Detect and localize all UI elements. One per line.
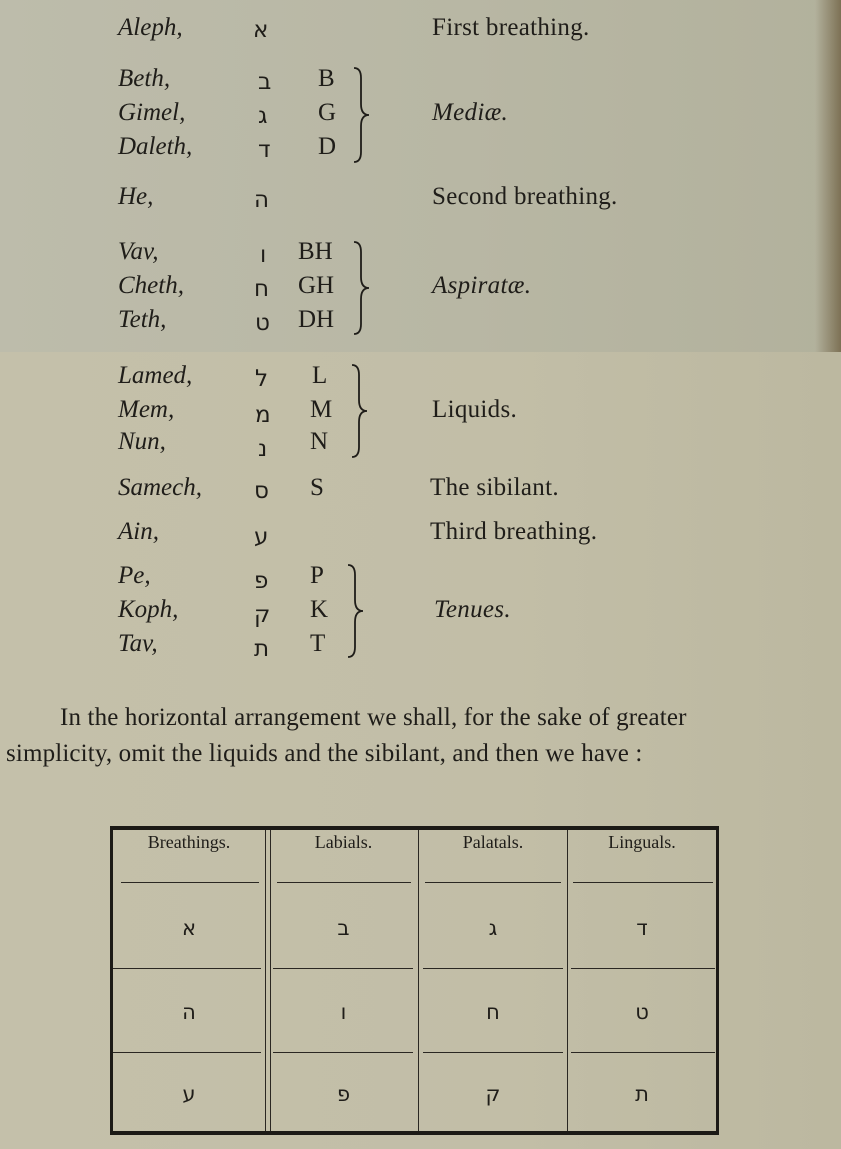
- latin-lamed: L: [312, 362, 328, 389]
- table-header-labials: Labials.: [314, 832, 373, 852]
- letter-name-he: He,: [118, 183, 154, 210]
- desc-first-breathing: First breathing.: [432, 14, 590, 41]
- table-cell: א: [181, 916, 197, 940]
- hebrew-daleth: ד: [258, 137, 271, 163]
- paragraph-line-1: In the horizontal arrangement we shall, for the sake of greater: [60, 704, 687, 731]
- table-header-palatals: Palatals.: [462, 832, 524, 852]
- hebrew-vav: ו: [260, 242, 267, 268]
- letter-name-mem: Mem,: [118, 396, 175, 423]
- latin-cheth: GH: [298, 272, 335, 299]
- table-cell: ד: [636, 916, 648, 940]
- latin-daleth: D: [318, 133, 337, 160]
- table-cell: ח: [486, 1000, 500, 1024]
- group-liquids: Liquids.: [432, 396, 518, 423]
- table-rule: [273, 968, 413, 969]
- table-rule: [573, 882, 713, 883]
- brace-tenues: [346, 563, 370, 659]
- letter-name-lamed: Lamed,: [118, 362, 193, 389]
- latin-beth: B: [318, 65, 335, 92]
- latin-nun: N: [310, 428, 329, 455]
- table-cell: ט: [635, 1000, 649, 1024]
- group-mediae: Mediæ.: [432, 99, 509, 126]
- table-rule: [113, 968, 261, 969]
- hebrew-letters-table: [110, 826, 719, 1135]
- hebrew-aleph: א: [253, 17, 269, 43]
- latin-vav: BH: [298, 238, 333, 265]
- hebrew-ain: ע: [254, 524, 269, 550]
- letter-name-daleth: Daleth,: [118, 133, 193, 160]
- hebrew-gimel: ג: [258, 103, 268, 129]
- group-aspiratae: Aspiratæ.: [432, 272, 532, 299]
- table-cell: ו: [340, 1000, 347, 1024]
- hebrew-cheth: ח: [254, 276, 270, 302]
- table-rule: [423, 968, 563, 969]
- letter-name-pe: Pe,: [118, 562, 151, 589]
- latin-samech: S: [310, 474, 324, 501]
- paragraph-line-2: simplicity, omit the liquids and the sibilant, and then we have :: [6, 740, 643, 767]
- letter-name-tav: Tav,: [118, 630, 158, 657]
- table-cell: ק: [485, 1082, 501, 1106]
- latin-koph: K: [310, 596, 329, 623]
- table-rule: [121, 882, 259, 883]
- letter-name-beth: Beth,: [118, 65, 171, 92]
- brace-mediae: [352, 66, 376, 164]
- letter-name-aleph: Aleph,: [118, 14, 183, 41]
- table-header-linguals: Linguals.: [608, 832, 676, 852]
- hebrew-koph: ק: [254, 602, 271, 628]
- letter-name-samech: Samech,: [118, 474, 202, 501]
- hebrew-mem: מ: [255, 402, 271, 428]
- hebrew-nun: נ: [258, 436, 268, 462]
- table-rule: [423, 1052, 563, 1053]
- table-cell: ת: [635, 1082, 649, 1106]
- table-rule: [571, 968, 715, 969]
- hebrew-teth: ט: [255, 310, 270, 336]
- hebrew-beth: ב: [258, 69, 272, 95]
- table-rule: [277, 882, 411, 883]
- hebrew-pe: פ: [254, 568, 269, 594]
- letter-name-vav: Vav,: [118, 238, 159, 265]
- letter-name-gimel: Gimel,: [118, 99, 186, 126]
- table-header-breathings: Breathings.: [147, 832, 231, 852]
- table-rule: [571, 1052, 715, 1053]
- table-cell: ה: [182, 1000, 196, 1024]
- desc-third-breathing: Third breathing.: [430, 518, 598, 545]
- table-cell: ב: [337, 916, 350, 940]
- letter-name-ain: Ain,: [118, 518, 159, 545]
- brace-aspiratae: [352, 240, 376, 336]
- latin-tav: T: [310, 630, 326, 657]
- table-rule: [273, 1052, 413, 1053]
- letter-name-koph: Koph,: [118, 596, 179, 623]
- desc-second-breathing: Second breathing.: [432, 183, 618, 210]
- latin-teth: DH: [298, 306, 335, 333]
- desc-sibilant: The sibilant.: [430, 474, 559, 501]
- hebrew-samech: ס: [254, 478, 269, 504]
- letter-name-nun: Nun,: [118, 428, 166, 455]
- hebrew-he: ה: [254, 187, 270, 213]
- latin-mem: M: [310, 396, 333, 423]
- brace-liquids: [350, 363, 374, 459]
- table-rule: [113, 1052, 261, 1053]
- table-cell: פ: [336, 1082, 351, 1106]
- latin-gimel: G: [318, 99, 337, 126]
- page-edge-shadow: [815, 0, 841, 352]
- group-tenues: Tenues.: [434, 596, 511, 623]
- letter-name-teth: Teth,: [118, 306, 167, 333]
- hebrew-tav: ת: [254, 636, 270, 662]
- table-cell: ע: [182, 1082, 196, 1106]
- latin-pe: P: [310, 562, 324, 589]
- hebrew-lamed: ל: [255, 366, 269, 392]
- letter-name-cheth: Cheth,: [118, 272, 184, 299]
- table-cell: ג: [488, 916, 498, 940]
- table-rule: [425, 882, 561, 883]
